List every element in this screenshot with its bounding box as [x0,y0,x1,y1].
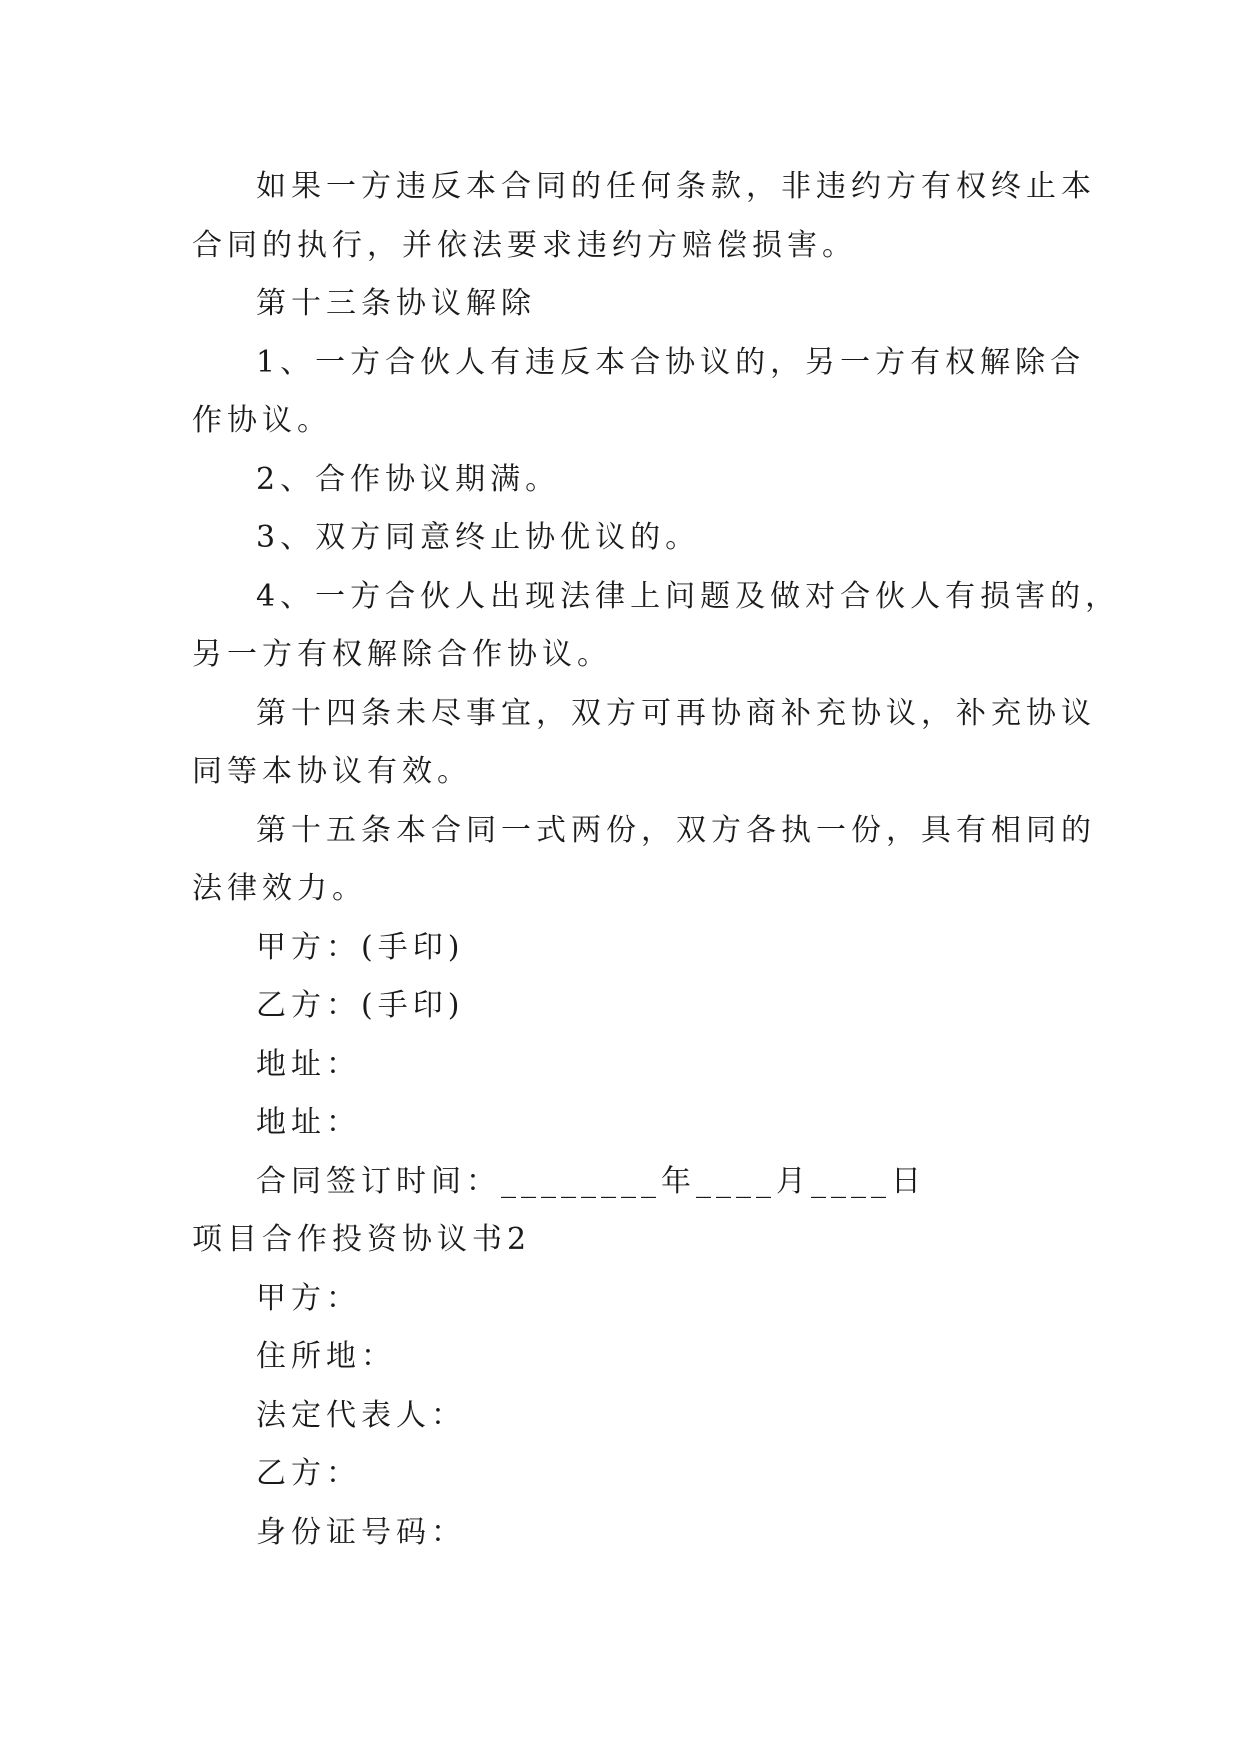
text-line: 3、双方同意终止协优议的。 [256,520,701,555]
party-a-signature: 甲方：(手印) [256,929,465,965]
text-line: 2、合作协议期满。 [256,461,561,497]
text-line: 另一方有权解除合作协议。 [192,637,612,672]
party-b-signature: 乙方：(手印) [256,988,465,1023]
signing-date: 合同签订时间：________年____月____日 [256,1163,926,1199]
party-b-field: 乙方： [256,1456,361,1491]
text-line: 第十五条本合同一式两份，双方各执一份，具有相同的 [256,812,1096,848]
article-heading: 第十三条协议解除 [256,286,536,321]
text-line: 法律效力。 [192,871,367,906]
document-body [192,158,1121,1562]
residence-field: 住所地： [256,1339,396,1374]
address-field: 地址： [256,1105,361,1140]
text-line: 4、一方合伙人出现法律上问题及做对合伙人有损害的， [256,578,1121,614]
text-line: 同等本协议有效。 [192,754,472,789]
text-line: 第十四条未尽事宜，双方可再协商补充协议，补充协议 [256,695,1096,731]
legal-representative-field: 法定代表人： [256,1397,466,1433]
address-field: 地址： [256,1046,361,1082]
text-line: 如果一方违反本合同的任何条款，非违约方有权终止本 [256,169,1096,204]
text-line: 合同的执行，并依法要求违约方赔偿损害。 [192,227,857,263]
id-number-field: 身份证号码： [256,1514,466,1550]
party-a-field: 甲方： [256,1280,361,1316]
text-line: 1、一方合伙人有违反本合协议的，另一方有权解除合 [256,344,1086,380]
text-line: 作协议。 [192,403,332,438]
document-title: 项目合作投资协议书2 [192,1222,532,1257]
